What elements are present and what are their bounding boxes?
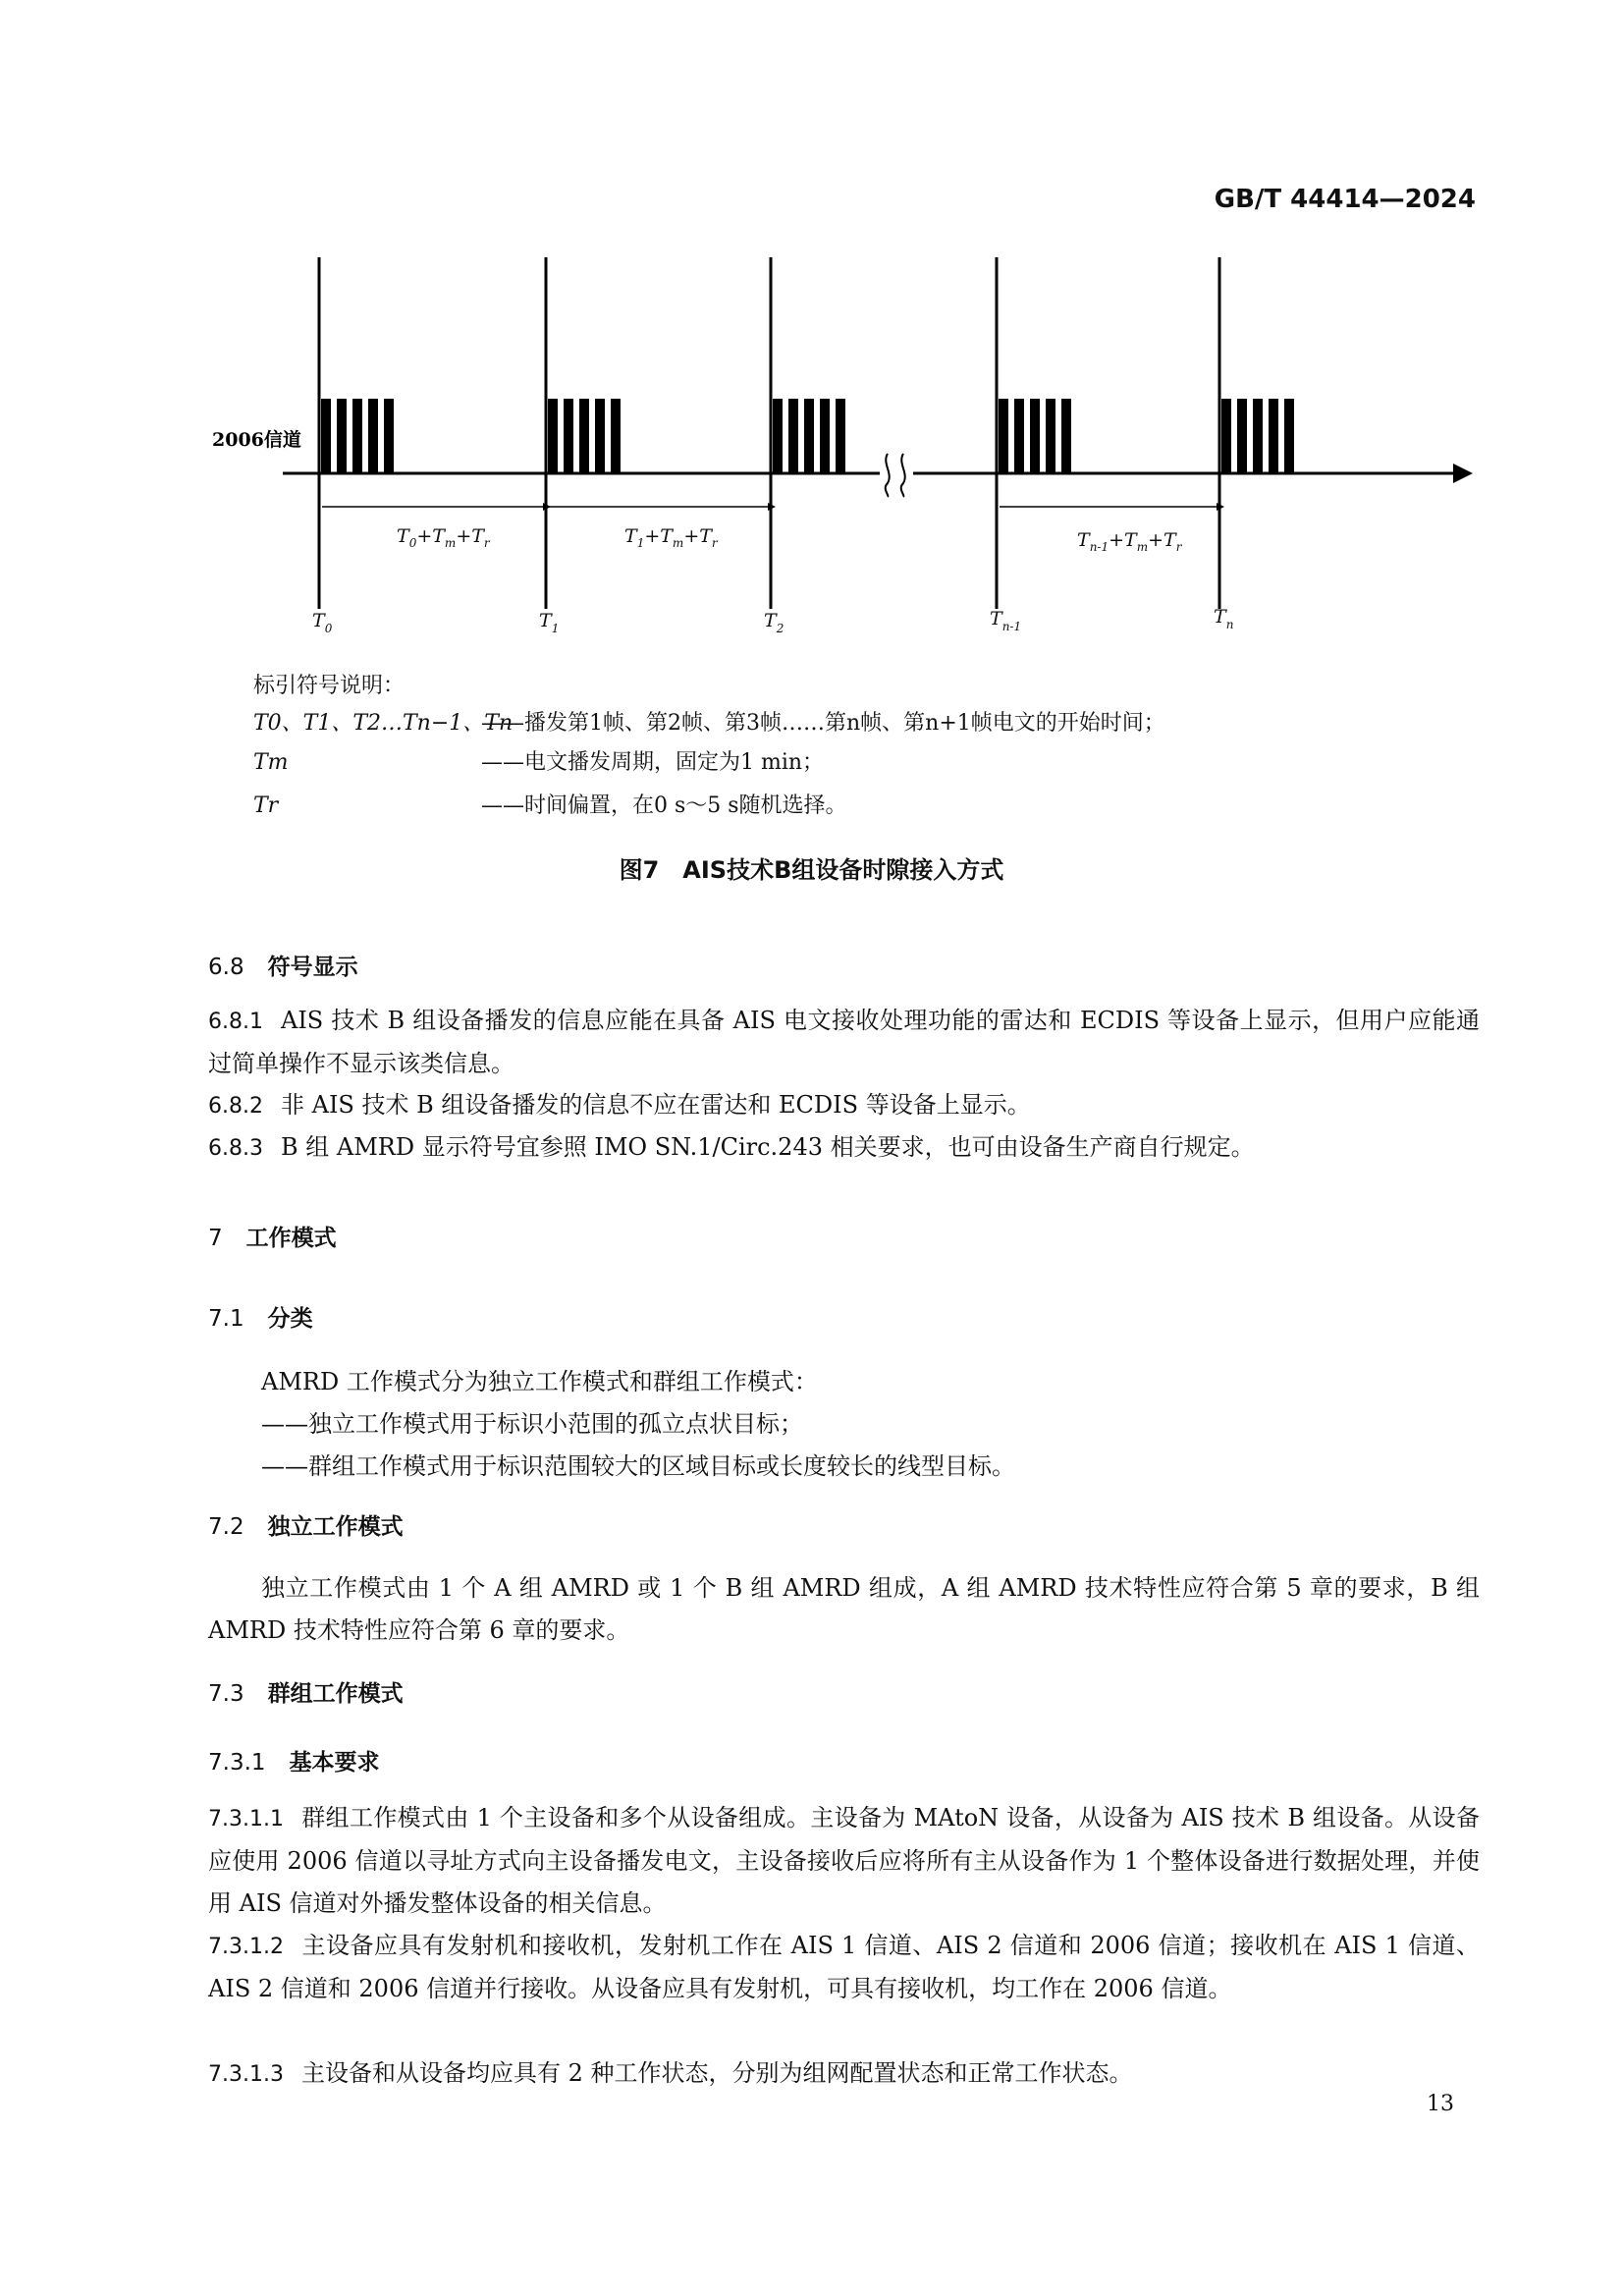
burst (1030, 399, 1040, 473)
burst (1014, 399, 1024, 473)
para-7-3-1-1: 7.3.1.1 群组工作模式由 1 个主设备和多个从设备组成。主设备为 MAtoN 设备，从设备为 AIS 技术 B 组设备。从设备应使用 2006 信道以寻址方式向主设备播发电文，主设备接收后应将所有主从设备作为 1 个整体设备进行数据处理，并使用 AIS 信道对外播发整体设备的相关信息。 (208, 1804, 1480, 1917)
burst (337, 399, 347, 473)
heading-7: 7 工作模式 (208, 1226, 337, 1251)
burst (1269, 399, 1278, 473)
frame-bursts (321, 399, 1294, 473)
para-6-8-3: 6.8.3 B 组 AMRD 显示符号宜参照 IMO SN.1/Circ.243 相关要求，也可由设备生产商自行规定。 (208, 1133, 1255, 1161)
legend-item-tr (253, 792, 847, 821)
standard-number: GB/T 44414—2024 (1214, 185, 1476, 214)
legend-title: 标引符号说明： (253, 674, 406, 698)
interval-label-1: $T_0+T_m+T_r$ (397, 525, 490, 550)
legend-symbol: T0、T1、T2…Tn−1、Tn (253, 711, 514, 736)
legend-item-t (253, 709, 1165, 738)
burst (368, 399, 378, 473)
burst (1061, 399, 1071, 473)
burst (579, 399, 589, 473)
burst (548, 399, 558, 473)
burst (1221, 399, 1231, 473)
legend-item-tm (253, 748, 824, 778)
page-number: 13 (1427, 2092, 1454, 2116)
legend-symbol: Tr (253, 793, 279, 818)
axis-arrowhead (1453, 464, 1473, 483)
time-label-tn: $T_n$ (1214, 606, 1234, 631)
burst (836, 399, 845, 473)
para-6-8-1: 6.8.1 AIS 技术 B 组设备播发的信息应能在具备 AIS 电文接收处理功能的雷达和 ECDIS 等设备上显示，但用户应能通过简单操作不显示该类信息。 (208, 1007, 1480, 1077)
list-item-group: ——群组工作模式用于标识范围较大的区域目标或长度较长的线型目标。 (261, 1452, 1015, 1480)
burst (773, 399, 783, 473)
burst (564, 399, 573, 473)
legend-desc: ——时间偏置，在0 s～5 s随机选择。 (481, 793, 847, 818)
time-label-t1: $T_1$ (539, 610, 560, 635)
heading-7-1: 7.1 分类 (208, 1306, 313, 1332)
burst (611, 399, 621, 473)
legend-desc: ——电文播发周期，固定为1 min； (481, 750, 825, 775)
burst (352, 399, 362, 473)
heading-7-3-1: 7.3.1 基本要求 (208, 1750, 380, 1776)
para-7-2: 独立工作模式由 1 个 A 组 AMRD 或 1 个 B 组 AMRD 组成，A 组 AMRD 技术特性应符合第 5 章的要求，B 组 AMRD 技术特性应符合第 6 章的要求。 (208, 1574, 1480, 1644)
interval-label-3: $T_{n-1}+T_m+T_r$ (1077, 529, 1182, 554)
time-label-tn-1: $T_{n-1}$ (990, 608, 1022, 633)
burst (321, 399, 331, 473)
para-7-3-1-2: 7.3.1.2 主设备应具有发射机和接收机，发射机工作在 AIS 1 信道、AIS 2 信道和 2006 信道；接收机在 AIS 1 信道、AIS 2 信道和 2006 信道并行接收。从设备应具有发射机，可具有接收机，均工作在 2006 信道。 (208, 1932, 1480, 2002)
time-label-t0: $T_0$ (312, 610, 333, 635)
time-label-t2: $T_2$ (764, 610, 784, 635)
burst (804, 399, 814, 473)
legend-desc: ——播发第1帧、第2帧、第3帧……第n帧、第n+1帧电文的开始时间； (481, 711, 1165, 736)
burst (1237, 399, 1247, 473)
burst (999, 399, 1008, 473)
para-7-3-1-3: 7.3.1.3 主设备和从设备均应具有 2 种工作状态，分别为组网配置状态和正常工作状态。 (208, 2059, 1133, 2087)
legend-symbol: Tm (253, 750, 289, 775)
burst (595, 399, 605, 473)
burst (1253, 399, 1263, 473)
burst (1046, 399, 1055, 473)
channel-label: 2006信道 (212, 429, 301, 451)
list-item-independent: ——独立工作模式用于标识小范围的孤立点状目标； (261, 1410, 803, 1438)
heading-7-3: 7.3 群组工作模式 (208, 1681, 404, 1707)
para-6-8-2: 6.8.2 非 AIS 技术 B 组设备播发的信息不应在雷达和 ECDIS 等设备上显示。 (208, 1091, 1031, 1119)
para-7-1: AMRD 工作模式分为独立工作模式和群组工作模式： (261, 1368, 818, 1395)
burst (820, 399, 830, 473)
heading-7-2: 7.2 独立工作模式 (208, 1514, 404, 1540)
interval-label-2: $T_1+T_m+T_r$ (624, 525, 718, 550)
burst (1284, 399, 1294, 473)
heading-6-8: 6.8 符号显示 (208, 955, 358, 980)
figure-caption: 图7 AIS技术B组设备时隙接入方式 (619, 856, 1004, 884)
axis-break-mark (880, 454, 913, 497)
burst (788, 399, 798, 473)
burst (384, 399, 394, 473)
